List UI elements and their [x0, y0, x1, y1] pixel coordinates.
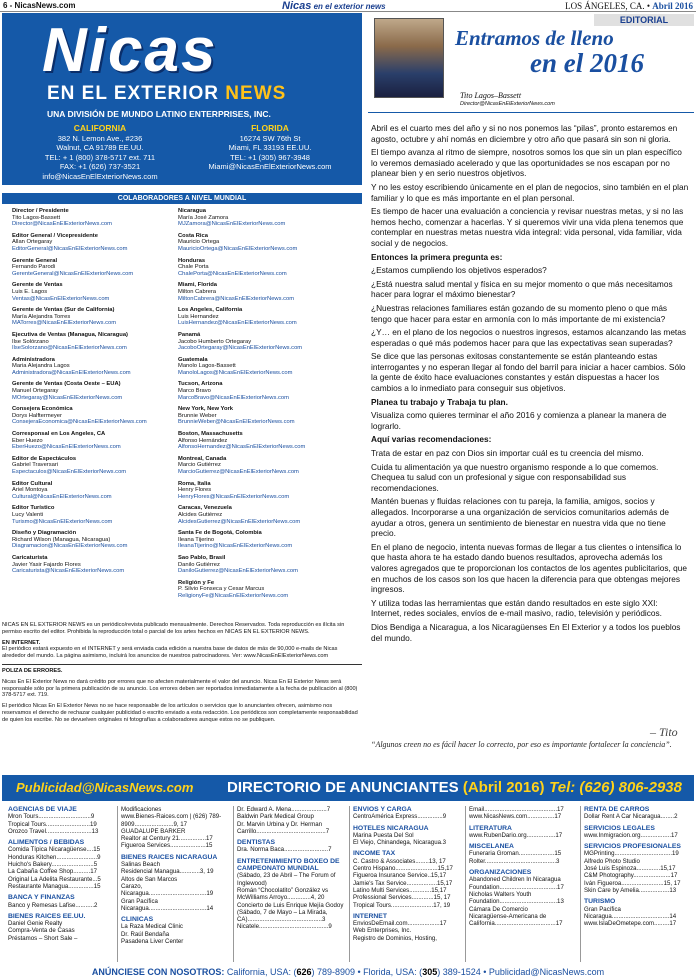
directory-entry: Comida Típica Nicaragüense....15 [8, 846, 101, 854]
collaborator-title: Gerente General [12, 257, 58, 264]
collaborator-email: MarcioGutierrez@NicasEnElExteriorNews.com [178, 469, 299, 475]
collaborator-title: Costa Rica [178, 232, 208, 239]
directory-entry: Foundation..................................17 [469, 883, 564, 891]
directory-entry: Marina Puesta Del Sol [353, 831, 414, 839]
directory-entry: Tropical Tours..........................19 [8, 820, 97, 828]
collaborator-entry [178, 208, 358, 228]
directory-category: HOTELES NICARAGUA [353, 824, 429, 832]
collaborator-entry [178, 233, 358, 253]
collaborator-name: Fernando Parodi [12, 264, 56, 271]
collaborator-entry [12, 456, 182, 476]
top-bar [0, 0, 696, 12]
collaborator-title: Caricaturista [12, 554, 48, 561]
collaborator-name: Alfonso Hernández [178, 437, 228, 444]
directory-entry: Concierto de Luis Enrique Mejía Godoy [237, 901, 344, 909]
collaborator-email: MiltonCabrera@NicasEnElExteriorNews.com [178, 295, 295, 302]
directory-entry: www.Inmigracion.org..................17 [584, 831, 678, 839]
masthead-subtitle: EN EL EXTERIOR NEWS [47, 83, 287, 104]
directory-category: INCOME TAX [353, 850, 396, 858]
collaborator-title: Gerente de Ventas [12, 282, 63, 289]
editorial-paragraph: En el plano de negocio, intenta nuevas formas de llegar a tus clientes o intensifica lo que hasta ahora te ha estado dando buenos resultados, aprovecha además los valores agregados que te proporcionan los contactos de los agentes publicitarios, que en muchos de los casos son los que hacen la diferencia para que obtengas mejores ingresos. [371, 541, 687, 595]
column-divider [580, 806, 581, 962]
directory-entry: Cámara De Comercio [469, 905, 528, 913]
directory-entry: (Sábado, 23 de Abril – The Forum of Inglewood) [237, 872, 336, 887]
directory-entry: Professional Services.............15, 17 [353, 894, 451, 902]
directory-entry: Rolter..........................................3 [469, 857, 560, 865]
directory-category: RENTA DE CARROS [584, 806, 650, 813]
editorial-tag: EDITORIAL [594, 14, 694, 26]
directory-entry: MGPrinting..................................19 [584, 850, 679, 858]
collaborator-email: ConsejeraEconomica@NicasEnElExteriorNews.com [12, 419, 147, 426]
collaborator-title: Director / Presidente [12, 208, 69, 214]
signature: – Tito [650, 725, 678, 739]
directory-category: ENVIOS Y CARGA [353, 806, 412, 813]
directory-column [121, 806, 233, 945]
collaborator-title: Editor de Espectáculos [12, 455, 77, 462]
directory-entry: Nicaragua..................................14 [121, 904, 214, 912]
collaborator-entry [178, 481, 358, 501]
collaborator-name: Mauricio Ortega [178, 239, 220, 246]
directory-entry: www.RubenDario.org.................17 [469, 831, 563, 839]
editorial-paragraph: El tiempo avanza al ritmo de siempre, nosotros somos los que sin un plan específico lo veremos demasiado acelerado y que las oportunidades se nos escapan por no planear bien y en serio nuestros objetivos. [371, 147, 682, 179]
collaborator-name: Marco Bravo [178, 388, 211, 395]
directory-entry: Baldwin Park Medical Group [237, 813, 314, 821]
collaborator-email: Caricaturista@NicasEnElExteriorNews.com [12, 568, 125, 575]
collaborator-entry [12, 431, 182, 451]
collaborator-title: Diseño y Diagramación [12, 530, 77, 537]
editorial-paragraph: Mantén buenas y fluidas relaciones con tu pareja, la familia, amigos, socios y allegados. Incorporarse a una organización de servicios comunitarios además de ayudar a otros, genera un sentimiento de bienestar en nuestra vida que no tiene precio. [371, 496, 669, 539]
directory-entry: Foundation..................................13 [469, 898, 564, 906]
collaborator-entry [12, 208, 182, 228]
collaborator-entry [178, 332, 358, 352]
collaborator-email: MOrtegaray@NicasEnElExteriorNews.com [12, 394, 123, 401]
editorial-body [371, 123, 689, 646]
directory-entry: Dr. Raúl Bendaña [121, 930, 170, 938]
directory-entry: GUADALUPE BARKER [121, 827, 186, 835]
collaborator-email: Diagramacion@NicasEnElExteriorNews.com [12, 543, 128, 550]
author-photo [374, 18, 444, 98]
collaborator-entry [178, 381, 358, 401]
directory-category: LITERATURA [469, 824, 512, 832]
editorial-paragraph: Aquí varias recomendaciones: [371, 434, 492, 445]
editorial-paragraph: ¿Está nuestra salud mental y física en su mejor momento o que más necesitamos hacer para lograr el máximo bienestar? [371, 278, 673, 300]
california-address: CALIFORNIA 382 N. Lemon Ave., #236 Walnut, CA 91789 EE.UU. TEL: + 1 (800) 378-5717 ext. 711 FAX: +1 (626) 737-3521 info@NicasEnElExteriorNews.com [42, 123, 158, 181]
collaborator-name: Henry Flores [178, 487, 212, 494]
top-dateline: LOS ÁNGELES, CA. • Abril 2016 [565, 1, 693, 11]
collaborator-email: Cultural@NicasEnElExteriorNews.com [12, 493, 112, 500]
collaborator-name: Manolo Lagos-Bassett [178, 363, 236, 370]
collaborators-right [178, 208, 358, 605]
collaborator-name: Allan Ortegaray [12, 239, 53, 246]
column-divider [233, 806, 234, 962]
author-email: Director@NicasEnElExteriorNews.com [460, 101, 555, 107]
directory-column [237, 806, 349, 931]
legal-p3: Nicas En El Exterior News no dará crédito por errores que no afecten materialmente el valor del anuncio. Nicas En El Exterior News será responsable sólo por la primera publicación de su anuncio. Los errores deben ser reportados inmediatamente a la fecha de publicación al (800) 378-5717 ext. 719. [2, 678, 358, 699]
collaborator-title: Administradora [12, 356, 55, 363]
directory-entry: Altos de San Marcos [121, 875, 178, 883]
editorial-paragraph: Es tiempo de hacer una evaluación a conciencia y revisar nuestras metas, y si no las hemos hecho, comenzar a hacerlas. Y si queremos vivir una vida plena tenemos que contemplar en nuestras metas nuestra vida integral: vida personal, vida familiar, vida social y de negocios. [371, 206, 684, 248]
collaborator-name: María Alejandra Torres [12, 313, 71, 320]
collaborator-title: Miami, Florida [178, 282, 217, 289]
collaborator-title: Corresponsal en Los Angeles, CA [12, 431, 106, 438]
directory-entry: C&M Photography......................17 [584, 872, 678, 880]
directory-entry: Centro Hispano.........................15,17 [353, 865, 453, 873]
collaborator-email: DaniloGutierrez@NicasEnElExteriorNews.com [178, 568, 298, 575]
collaborator-email: ChalePorta@NicasEnElExteriorNews.com [178, 270, 287, 277]
collaborator-title: Montreal, Canada [178, 455, 227, 462]
legal-p4: El periódico Nicas En El Exterior News no se hace responsable de los artículos o servicios que lo anunciantes ofrecen, asimismo nos reservamos el derecho de rechazar cualquier publicidad o escrito enviado a esta redacción. Los periódicos son completamente responsabilidad de quien los escribe. No se devuelven originales ni fotografías a colaboradores aunque estos no se publiquen. [2, 703, 358, 723]
collaborator-name: Alcides Gutiérrez [178, 511, 223, 518]
editorial-paragraph: Y no les estoy escribiendo únicamente en el plan de negocios, sino también en el plan familiar y lo que es más importante en el plan personal. [371, 181, 689, 203]
collaborator-name: Brunnie Weber [178, 412, 217, 419]
directory-header [2, 775, 694, 801]
collaborator-name: Jacobo Humberto Ortegaray [178, 338, 252, 345]
directory-entry: www.NicasNews.com................17 [469, 813, 562, 821]
directory-category: ORGANIZACIONES [469, 869, 532, 877]
directory-entry: Nicatele.........................................9 [237, 923, 332, 931]
collaborator-name: Dorys Halftermeyer [12, 412, 62, 419]
directory-entry: www.Bienes-Raices.com | (626) 789-8909.......................9, 17 [121, 813, 222, 828]
editorial-paragraph: Abril es el cuarto mes del año y si no nos ponemos las “pilas”, pronto estaremos en agosto, octubre y ahí nomás en diciembre y otro año que pasará sin son ni gloria. [371, 123, 678, 144]
collaborator-title: Los Angeles, California [178, 307, 243, 314]
collaborator-entry [178, 431, 358, 451]
legal-p2: El periódico estará expuesto en el INTERNET y será enviada cada edición a nuestra base de datos de más de 90,000 e-mails de Nicas alrededor del mundo. La página asimismo, incluirá los anuncios de nuestros patrocinadores. Ver: www.NicasEnElExteriorNews.com [2, 646, 338, 660]
collaborator-email: ReligionyFe@NicasEnElExteriorNews.com [178, 592, 289, 599]
directory-entry: Huicho's Bakery.........................5 [8, 861, 98, 869]
collaborator-title: Editor General / Vicepresidente [12, 232, 98, 239]
editorial-paragraph: ¿Y… en el plano de los negocios o nuestros ingresos, estamos alcanzando las metas esperadas o qué más podemos hacer para que las expectativas sean superadas? [371, 327, 686, 348]
editorial-paragraph: Y utiliza todas las herramientas que están dando resultados en este siglo XXI: Internet, redes sociales, envíos de e-mail masivo, radio, televisión y periódicos. [371, 597, 662, 619]
directory-entry: Honduras Kitchen........................9 [8, 853, 101, 861]
collaborator-email: IleanaTijerino@NicasEnElExteriorNews.com [178, 543, 293, 550]
collaborator-title: Guatemala [178, 356, 208, 363]
directory-entry: www.IslaDeOmetepe.com.........17 [584, 920, 677, 928]
directory-entry: Román “Chocolatito” González vs McWilliams Arroyo..............4, 20 [237, 886, 329, 902]
author-name: Tito Lagos–Bassett [460, 91, 522, 100]
collaborator-name: Gabriel Traversari [12, 462, 59, 469]
directory-entry: Abandoned Children In Nicaragua [469, 876, 561, 884]
directory-category: CLINICAS [121, 916, 154, 924]
directory-entry: Carrillo.........................................7 [237, 827, 330, 835]
legal-p1: NICAS EN EL EXTERIOR NEWS es un periódico/revista publicado mensualmente. Derechos Reservados. Toda reproducción es ilícita sin permiso escrito del editor. Prohibida la reproducción total o parcial de los artes hechos en NICAS EN EL EXTERIOR NEWS. [2, 622, 345, 635]
collaborator-entry [12, 307, 182, 327]
directory-column [584, 806, 694, 927]
editorial-paragraph: Trata de estar en paz con Dios sin importar cuál es tu creencia del mismo. [371, 448, 644, 459]
directory-entry: Funeraria Groman.....................15 [469, 850, 562, 858]
directory-entry: Mron Tours...............................9 [8, 813, 95, 821]
directory-entry: EnviosDeEmail.com...................17 [353, 920, 447, 928]
collaborator-email: Administradora@NicasEnElExteriorNews.com [12, 369, 131, 376]
collaborator-title: Editor Turístico [12, 505, 55, 512]
collaborator-title: Sao Pablo, Brasil [178, 554, 226, 561]
collaborator-entry [12, 406, 182, 426]
directory-category: MISCELANEA [469, 843, 514, 851]
collaborator-title: Nicaragua [178, 208, 207, 214]
editorial-paragraph: Visualiza como quieres terminar el año 2016 y comienza a planear la manera de lograrlo. [371, 410, 667, 431]
collaborator-email: LuisHernandez@NicasEnElExteriorNews.com [178, 320, 297, 327]
directory-entry: Nicaragua..................................19 [121, 890, 214, 898]
collaborator-title: Caracas, Venezuela [178, 505, 232, 512]
directory-entry: Alfredo Photo Studio [584, 857, 640, 865]
collaborator-name: Richard Wilson (Managua, Nicaragua) [12, 536, 111, 543]
collaborator-entry [178, 580, 358, 600]
collaborator-name: Ariel Montoya [12, 487, 48, 494]
editorial-title-line2: en el 2016 [530, 48, 644, 78]
directory-entry: (Sábado, 7 de Mayo – La Mirada, CA)............................................3 [237, 908, 328, 924]
collaborator-entry [12, 357, 182, 377]
directory-entry: Realtor at Century 21................17 [121, 835, 213, 843]
directory-category: SERVICIOS LEGALES [584, 824, 655, 832]
editorial-paragraph: Cuida tu alimentación ya que nuestro organismo responde a lo que comemos. Chequea tu salud con un profesional y sigue con responsabilidad sus recomendaciones. [371, 461, 659, 493]
collaborator-email: AlfonsoHernandez@NicasEnElExteriorNews.com [178, 444, 306, 451]
editorial-paragraph: ¿Nuestras relaciones familiares están gozando de su momento pleno o que más tengo que hacer para estar en armonía con lo más importante de mi existencia? [371, 302, 668, 324]
directory-entry: Banco y Remesas Lafise...........2 [8, 901, 98, 909]
directory-phone: Tel: (626) 806-2938 [549, 779, 682, 796]
directory-entry: Dra. Norma Baca..........................7 [237, 846, 332, 854]
collaborator-title: Roma, Italia [178, 480, 211, 487]
collaborator-email: GerenteGeneral@NicasEnElExteriorNews.com [12, 270, 134, 277]
collaborator-name: Maria Alejandra Lagos [12, 363, 70, 370]
directory-entry: La Raza Medical Clinic [121, 923, 183, 931]
column-divider [465, 806, 466, 962]
collaborator-email: MarcoBravo@NicasEnElExteriorNews.com [178, 394, 289, 401]
directory-entry: Nicaragüense-Americana de [469, 912, 547, 920]
directory-entry: Nicaragua..................................14 [584, 912, 677, 920]
collaborator-entry [178, 406, 358, 426]
directory-column [469, 806, 581, 927]
editorial-paragraph: Se dice que las personas exitosas constantemente se están planteando estas interrogantes y no esperan llegar al fondo del barril para iniciar a hacer cambios. Sólo la gente de éxito hace evaluaciones constantes y están dispuestas a hacer los cambios a lo inmediato para conseguir sus objetivos. [371, 351, 686, 394]
directory-entry: Dr. Edward A. Mena.....................7 [237, 806, 331, 813]
directory-entry: Carazo, [121, 882, 143, 890]
top-brand: Nicas en el exterior news [282, 0, 386, 12]
editorial-paragraph: ¿Estamos cumpliendo los objetivos esperados? [371, 265, 547, 276]
collaborator-email: EditorGeneral@NicasEnElExteriorNews.com [12, 245, 128, 252]
collaborator-title: Consejera Económica [12, 406, 73, 413]
collaborators-left [12, 208, 182, 580]
directory-entry: Tropical Tours.........................17, 19 [353, 901, 451, 909]
collaborator-title: Tucson, Arizona [178, 381, 223, 388]
directory-category: SERVICIOS PROFESIONALES [584, 843, 681, 851]
collaborator-entry [178, 555, 358, 575]
column-divider [349, 806, 350, 962]
collaborator-name: Danilo Gutiérrez [178, 561, 220, 568]
directory-entry: Figueroa Insurance Service..15,17 [353, 872, 447, 880]
editorial-paragraph: Planea tu trabajo y Trabaja tu plan. [371, 396, 508, 407]
collaborator-email: AlcidesGutierrez@NicasEnElExteriorNews.com [178, 518, 301, 525]
directory-entry: California....................................17 [469, 920, 563, 928]
collaborator-entry [12, 332, 182, 352]
editorial-paragraph: Entonces la primera pregunta es: [371, 251, 503, 262]
collaborator-name: P. Silvio Fonseca y Cesar Marcus [178, 586, 265, 593]
directory-entry: Registro de Dominios, Hosting, [353, 934, 437, 942]
collaborator-name: Manuel Ortegaray [12, 388, 59, 395]
collaborator-name: Javier Yasir Fajardo Flores [12, 561, 81, 568]
directory-entry: Dr. Marvin Urbina y Dr. Herman [237, 820, 322, 828]
directory-entry: Web Enterprises, Inc. [353, 927, 412, 935]
editorial-divider [368, 112, 694, 113]
directory-entry: Jamie's Tax Service..................15,17 [353, 879, 453, 887]
directory-entry: Orozco Travel...........................13 [8, 827, 99, 835]
directory-entry: Figueroa Services.....................15 [121, 842, 213, 850]
collaborator-entry [12, 481, 182, 501]
directory-entry: Nicholas Walters Youth [469, 890, 532, 898]
collaborator-entry [178, 282, 358, 302]
publicity-email: Publicidad@NicasNews.com [16, 780, 194, 795]
directory-entry: El Viejo, Chinandega, Nicaragua.3 [353, 839, 447, 847]
collaborator-email: JacoboOrtegaray@NicasEnElExteriorNews.com [178, 345, 303, 352]
collaborator-entry [178, 307, 358, 327]
collaborator-name: Marcio Gutiérrez [178, 462, 221, 469]
directory-category: ENTRETENIMIENTO BOXEO DE CAMPEONATO MUNDIAL [237, 857, 340, 873]
directory-entry: CentroAmérica Express...............9 [353, 813, 447, 821]
collaborator-title: Gerente de Ventas (Sur de California) [12, 307, 115, 314]
directory-category: ALIMENTOS / BEBIDAS [8, 839, 85, 847]
directory-entry: Modificaciones [121, 806, 162, 813]
collaborator-name: Ilse Solórzano [12, 338, 49, 345]
collaborator-name: Ileana Tijerino [178, 536, 215, 543]
collaborator-name: María José Zamora [178, 214, 229, 221]
collaborator-title: Santa Fe de Bogotá, Colombia [178, 530, 262, 537]
directory-entry: Compra-Venta de Casas [8, 927, 75, 935]
directory-entry: Pasadena Liver Center [121, 938, 184, 946]
directory-entry: Original La Adelita Restaurante...5 [8, 875, 101, 883]
directory-category: DENTISTAS [237, 839, 276, 847]
directory-entry: Iván Figueroa.........................15, 17 [584, 879, 681, 887]
collaborator-entry [12, 282, 182, 302]
collaborator-title: New York, New York [178, 406, 233, 413]
collaborator-entry [12, 555, 182, 575]
directory-entry: La Cabaña Coffee Shop..........17 [8, 868, 97, 876]
directory-column [8, 806, 118, 942]
directory-entry: Skin Care by Amelia..................13 [584, 886, 677, 894]
page-number: 6 - NicasNews.com [3, 1, 76, 10]
collaborator-entry [12, 233, 182, 253]
nicas-logo: Nicas [42, 16, 218, 85]
editorial-quote: “Algunos creen no es fácil hacer lo correcto, por eso es importante fortalecer la conciencia”. [371, 740, 672, 749]
collaborator-email: IlseSolorzano@NicasEnElExteriorNews.com [12, 345, 127, 352]
collaborator-email: MauricioOrtega@NicasEnElExteriorNews.com [178, 245, 298, 252]
collaborator-email: BrunnieWeber@NicasEnElExteriorNews.com [178, 419, 295, 426]
directory-category: BIENES RAICES EE.UU. [8, 912, 86, 920]
directory-category: BANCA Y FINANZAS [8, 894, 75, 902]
collaborator-title: Ejecutiva de Ventas (Managua, Nicaragua) [12, 331, 128, 338]
directory-entry: Residencial Managua............3, 19 [121, 868, 214, 876]
florida-address: FLORIDA 16274 SW 76th St Miami, FL 33193 EE.UU. TEL: +1 (305) 967-3948 Miami@NicasEnElExteriorNews.com [208, 123, 332, 172]
directory-entry: Dollar Rent A Car Nicaragua........2 [584, 813, 678, 821]
collaborator-entry [178, 357, 358, 377]
collaborator-email: Turismo@NicasEnElExteriorNews.com [12, 518, 113, 525]
column-divider [117, 806, 118, 962]
footer: ANÚNCIESE CON NOSOTROS: California, USA: (626) 789-8909 • Florida, USA: (305) 389-1524 • Publicidad@NicasNews.com [91, 967, 605, 977]
directory-entry: Gran Pacífica [584, 905, 621, 913]
collaborator-name: Eber Huezo [12, 437, 43, 444]
directory-entry: Email...........................................17 [469, 806, 564, 813]
collaborator-title: Gerente de Ventas (Costa Oeste – EUA) [12, 381, 121, 388]
collaborator-entry [178, 258, 358, 278]
collaborator-name: Luis Hernandez [178, 313, 219, 320]
collaborator-email: EberHuezo@NicasEnElExteriorNews.com [12, 444, 121, 451]
collaborator-entry [178, 530, 358, 550]
collaborator-email: MJZamora@NicasEnElExteriorNews.com [178, 221, 286, 228]
directory-column [353, 806, 465, 942]
collaborator-title: Boston, Massachusetts [178, 431, 243, 438]
collaborator-title: Editor Cultural [12, 480, 53, 487]
masthead-division: UNA DIVISIÓN DE MUNDO LATINO ENTERPRISES, INC. [47, 109, 271, 119]
collaborator-title: Panamá [178, 331, 201, 338]
collaborator-email: Espectaculos@NicasEnElExteriorNews.com [12, 469, 127, 475]
directory-category: INTERNET [353, 912, 387, 920]
directory-entry: C. Castro & Associates........13, 17 [353, 857, 446, 865]
collaborator-entry [12, 381, 182, 401]
directory-entry: Latino Multi Services.............15,17 [353, 886, 447, 894]
collaborator-email: HenryFlores@NicasEnElExteriorNews.com [178, 493, 290, 500]
directory-category: BIENES RAICES NICARAGUA [121, 853, 218, 861]
collaborator-name: Luis E. Lagos [12, 288, 48, 295]
directory-category: TURISMO [584, 898, 616, 906]
collaborator-title: Honduras [178, 257, 206, 264]
collaborator-name: Chale Porta [178, 264, 209, 271]
collaborator-entry [12, 530, 182, 550]
masthead [2, 13, 362, 185]
directory-title: DIRECTORIO DE ANUNCIANTES (Abril 2016) [227, 779, 545, 796]
directory-entry: Gran Pacífica [121, 897, 158, 905]
directory-entry: Daniel Genie Realty [8, 920, 63, 928]
editorial-paragraph: Dios Bendiga a Nicaragua, a los Nicaragüenses En El Exterior y a todos los pueblos del mundo. [371, 621, 681, 643]
directory-entry: Préstamos – Short Sale – [8, 934, 78, 942]
collaborator-email: Ventas@NicasEnElExteriorNews.com [12, 295, 110, 302]
legal-notice [2, 622, 362, 728]
collaborator-entry [178, 505, 358, 525]
errors-heading: POLIZA DE ERRORES. [2, 667, 63, 674]
internet-heading: EN INTERNET. [2, 639, 41, 646]
collaborator-name: Lucy Valenti [12, 511, 44, 518]
collaborators-header: COLABORADORES A NIVEL MUNDIAL [2, 193, 362, 204]
directory-entry: José Luis Espinoza..............15,17 [584, 865, 676, 873]
collaborator-email: Director@NicasEnElExteriorNews.com [12, 221, 112, 228]
directory-entry: Restaurante Managua...............15 [8, 882, 101, 890]
editorial-title-line1: Entramos de lleno [455, 26, 614, 50]
collaborator-entry [178, 456, 358, 476]
collaborator-entry [12, 258, 182, 278]
directory-category: AGENCIAS DE VIAJE [8, 806, 77, 813]
collaborator-email: ManoloLagos@NicasEnElExteriorNews.com [178, 369, 293, 376]
collaborator-entry [12, 505, 182, 525]
collaborator-title: Religión y Fe [178, 579, 215, 586]
collaborator-name: Milton Cabrera [178, 288, 217, 295]
directory-entry: Salinas Beach [121, 861, 160, 869]
collaborator-name: Tito Lagos-Bassett [12, 214, 61, 221]
collaborator-email: MATorres@NicasEnElExteriorNews.com [12, 320, 117, 327]
